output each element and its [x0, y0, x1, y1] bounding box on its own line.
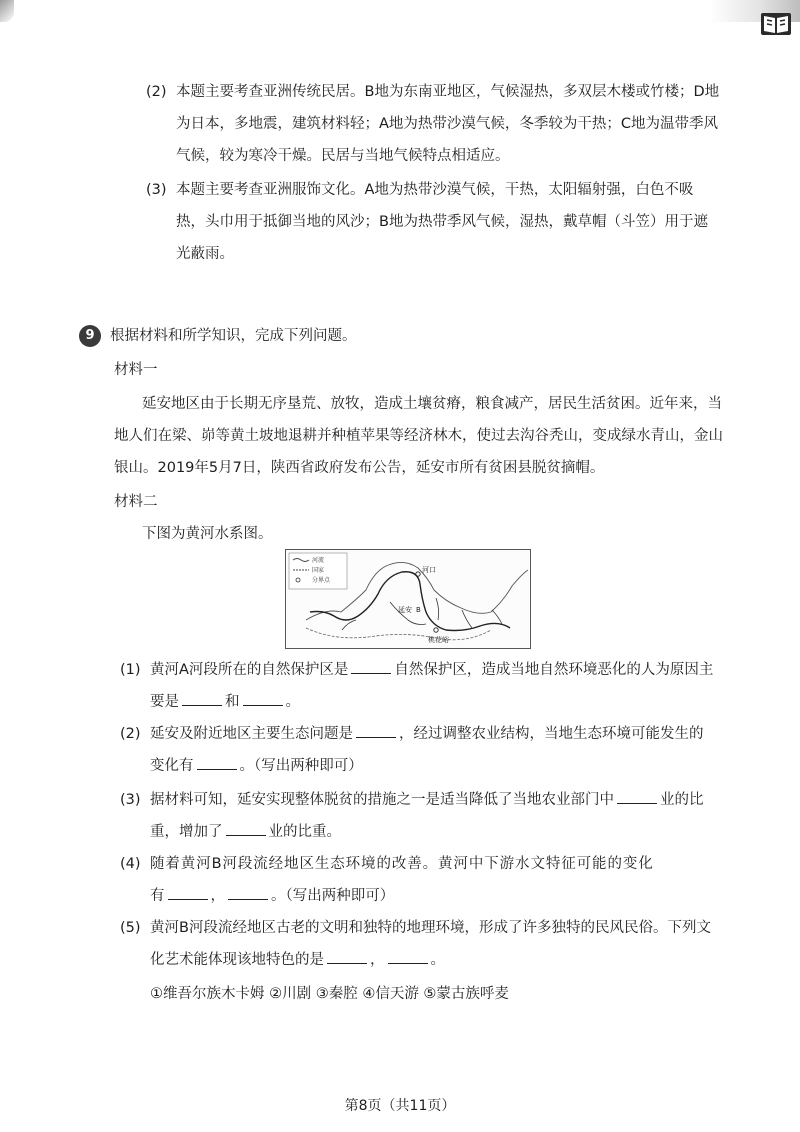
map-caption: 下图为黄河水系图。	[142, 526, 273, 542]
answer-blank[interactable]	[168, 888, 208, 900]
text-segment: 重，增加了	[150, 824, 223, 840]
map-label-hekou: 河口	[422, 566, 436, 574]
text-segment: 化艺术能体现该地特色的是	[150, 952, 324, 968]
text-segment: 。	[285, 694, 300, 710]
book-logo-icon	[760, 8, 792, 38]
subquestion-line	[150, 918, 711, 938]
legend-border-label: 国家	[312, 567, 325, 574]
text-segment: 。（写出两种即可）	[239, 758, 363, 774]
q8-line: 为日本，多地震，建筑材料轻；A地为热带沙漠气候，冬季较为干热；C地为温带季风	[176, 116, 719, 132]
page-footer: 第8页（共11页）	[344, 1098, 456, 1114]
q8-line: 光蔽雨。	[176, 246, 234, 262]
answer-blank[interactable]	[327, 952, 367, 964]
map-label-b: B	[416, 606, 421, 614]
material-one-text: 延安地区由于长期无序垦荒、放牧，造成土壤贫瘠，粮食减产，居民生活贫困。近年来，当	[142, 396, 722, 412]
answer-blank[interactable]	[388, 952, 428, 964]
material-one-text: 银山。2019年5月7日，陕西省政府发布公告，延安市所有贫困县脱贫摘帽。	[114, 460, 605, 476]
text-segment: 。	[430, 952, 445, 968]
text-segment: ，	[210, 888, 225, 904]
legend-river-label: 河流	[312, 557, 325, 564]
subquestion-line	[150, 950, 445, 970]
subquestion-line	[150, 724, 704, 744]
material-two-label: 材料二	[114, 494, 158, 510]
q8-line: 本题主要考查亚洲传统民居。B地为东南亚地区，气候湿热，多双层木楼或竹楼；D地	[176, 84, 720, 100]
text-segment: 和	[225, 694, 240, 710]
answer-blank[interactable]	[351, 662, 391, 674]
text-segment: ，	[370, 952, 385, 968]
map-label-yanan: 延安	[398, 606, 412, 614]
q8-line: 本题主要考查亚洲服饰文化。A地为热带沙漠气候，干热，太阳辐射强，白色不吸	[176, 182, 694, 198]
answer-blank[interactable]	[617, 792, 657, 804]
text-segment: 随着黄河B河段流经地区生态环境的改善。黄河中下游水文特征可能的变化	[150, 856, 654, 872]
q9-stem: 根据材料和所学知识，完成下列问题。	[110, 328, 357, 344]
text-segment: 黄河A河段所在的自然保护区是	[150, 662, 349, 678]
material-one-text: 地人们在梁、峁等黄土坡地退耕并种植苹果等经济林木，使过去沟谷秃山，变成绿水青山，金山	[114, 428, 723, 444]
text-segment: ，经过调整农业结构，当地生态环境可能发生的	[399, 726, 704, 742]
yellow-river-map	[285, 549, 531, 649]
text-segment: 。（写出两种即可）	[271, 888, 395, 904]
subquestion-line	[150, 854, 654, 874]
q8-sub-number: (3)	[146, 182, 167, 198]
answer-blank[interactable]	[356, 726, 396, 738]
material-one-label: 材料一	[114, 362, 158, 378]
text-segment: 业的比	[660, 792, 704, 808]
text-segment: 自然保护区，造成当地自然环境恶化的人为原因主	[394, 662, 714, 678]
subquestion-line	[150, 692, 300, 712]
subquestion-number: (4)	[120, 856, 141, 872]
q8-line: 气候，较为寒冷干燥。民居与当地气候特点相适应。	[176, 148, 510, 164]
subquestion-number: (5)	[120, 920, 141, 936]
answer-blank[interactable]	[226, 824, 266, 836]
subquestion-line	[150, 660, 713, 680]
subquestion-number: (3)	[120, 792, 141, 808]
subquestion-line	[150, 822, 341, 842]
question-number-badge: 9	[79, 325, 101, 347]
map-label-taohuayu: 桃花峪	[428, 636, 449, 644]
answer-blank[interactable]	[197, 758, 237, 770]
text-segment: ①维吾尔族木卡姆 ②川剧 ③秦腔 ④信天游 ⑤蒙古族呼麦	[150, 986, 509, 1002]
subquestion-number: (1)	[120, 662, 141, 678]
subquestion-line	[150, 756, 363, 776]
yellow-river-map-drawing	[286, 550, 530, 648]
answer-blank[interactable]	[228, 888, 268, 900]
text-segment: 据材料可知，延安实现整体脱贫的措施之一是适当降低了当地农业部门中	[150, 792, 614, 808]
text-segment: 黄河B河段流经地区古老的文明和独特的地理环境，形成了许多独特的民风民俗。下列文	[150, 920, 711, 936]
q8-line: 热，头巾用于抵御当地的风沙；B地为热带季风气候，湿热，戴草帽（斗笠）用于遮	[176, 214, 708, 230]
text-segment: 要是	[150, 694, 179, 710]
subquestion-line	[150, 886, 394, 906]
subquestion-line	[150, 790, 704, 810]
answer-blank[interactable]	[182, 694, 222, 706]
option-list	[150, 984, 509, 1004]
text-segment: 业的比重。	[268, 824, 341, 840]
page-corner-shadow-left	[0, 0, 14, 22]
text-segment: 变化有	[150, 758, 194, 774]
answer-blank[interactable]	[243, 694, 283, 706]
text-segment: 延安及附近地区主要生态问题是	[150, 726, 353, 742]
text-segment: 有	[150, 888, 165, 904]
subquestion-number: (2)	[120, 726, 141, 742]
q8-sub-number: (2)	[146, 84, 167, 100]
legend-point-label: 分界点	[312, 577, 331, 584]
